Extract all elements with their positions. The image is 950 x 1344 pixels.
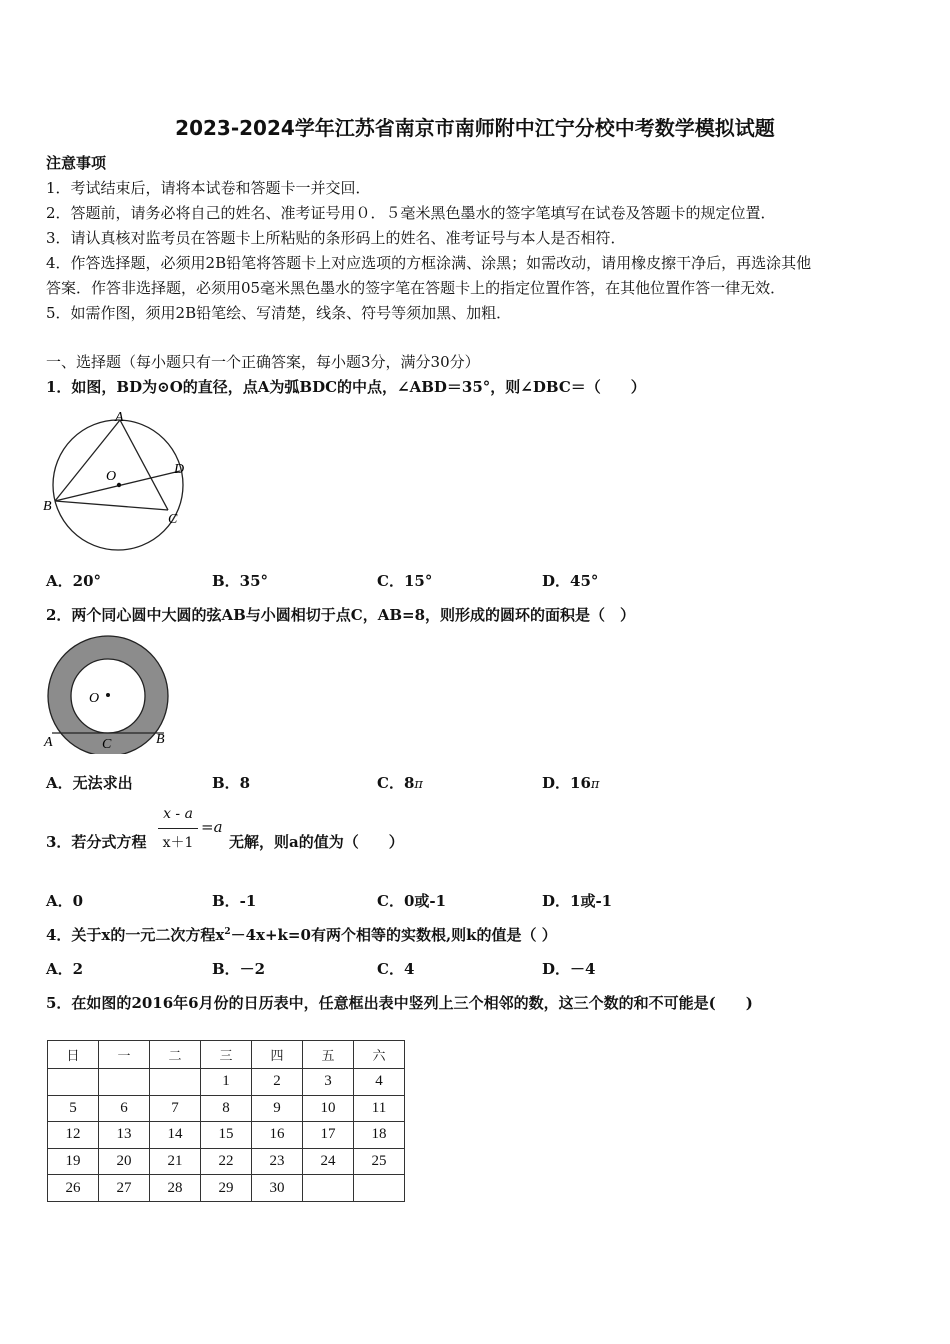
label-c: C: [168, 512, 178, 527]
calendar-cell: 12: [48, 1122, 99, 1149]
calendar-cell: 14: [150, 1122, 201, 1149]
question-1-text: 1．如图，BD为⊙O的直径，点A为弧BDC的中点，∠ABD＝35°，则∠DBC＝（ ）: [46, 378, 646, 396]
calendar-cell: 17: [303, 1122, 354, 1149]
notice-item: 5．如需作图，须用2B铅笔绘、写清楚，线条、符号等须加黑、加粗．: [46, 304, 512, 322]
calendar-header-cell: 五: [303, 1041, 354, 1069]
q3-option-d: D．1或-1: [542, 892, 613, 910]
calendar-header-cell: 一: [99, 1041, 150, 1069]
q3-option-b: B．-1: [212, 892, 257, 910]
calendar-cell: [99, 1069, 150, 1096]
q4-superscript: 2: [224, 927, 231, 937]
notice-item: 1．考试结束后，请将本试卷和答题卡一并交回．: [46, 179, 371, 197]
calendar-cell: 23: [252, 1148, 303, 1175]
calendar-cell: 10: [303, 1095, 354, 1122]
calendar-cell: 4: [354, 1069, 405, 1096]
q2-option-c-text: C．8: [377, 774, 415, 792]
calendar-cell: 15: [201, 1122, 252, 1149]
calendar-row: [48, 1069, 405, 1096]
question-2-text: 2．两个同心圆中大圆的弦AB与小圆相切于点C，AB=8，则形成的圆环的面积是（ ）: [46, 606, 636, 624]
notice-item: 答案．作答非选择题，必须用05毫米黑色墨水的签字笔在答题卡上的指定位置作答，在其他位置作答一律无效．: [46, 279, 786, 297]
equation-rhs: =a: [201, 818, 223, 836]
calendar-cell: 1: [201, 1069, 252, 1096]
q4-text-before: 4．关于x的一元二次方程x: [46, 926, 225, 944]
calendar-cell: 9: [252, 1095, 303, 1122]
calendar-cell: 11: [354, 1095, 405, 1122]
calendar-row: [48, 1148, 405, 1175]
label-o: O: [89, 691, 100, 706]
fraction-numerator: x - a: [163, 806, 193, 822]
calendar-cell: 26: [48, 1175, 99, 1202]
calendar-cell: [303, 1175, 354, 1202]
calendar-header-cell: 四: [252, 1041, 303, 1069]
question-3-prefix: 3．若分式方程: [46, 833, 147, 851]
calendar-cell: 22: [201, 1148, 252, 1175]
fraction-bar: [158, 828, 198, 829]
calendar-header-cell: 六: [354, 1041, 405, 1069]
calendar-cell: 21: [150, 1148, 201, 1175]
calendar-cell: 7: [150, 1095, 201, 1122]
q4-option-b: B．－2: [212, 960, 266, 978]
calendar-header-cell: 三: [201, 1041, 252, 1069]
q2-option-d-text: D．16: [542, 774, 591, 792]
q1-option-d: D．45°: [542, 572, 599, 590]
notice-item: 4．作答选择题，必须用2B铅笔将答题卡上对应选项的方框涂满、涂黑；如需改动，请用橡皮擦干净后，再选涂其他: [46, 254, 812, 272]
pi-symbol: π: [590, 777, 600, 792]
question-3-suffix: 无解，则a的值为（ ）: [229, 833, 404, 851]
q4-option-d: D．－4: [542, 960, 596, 978]
label-b: B: [156, 732, 165, 747]
calendar-cell: 28: [150, 1175, 201, 1202]
calendar-cell: 3: [303, 1069, 354, 1096]
calendar-cell: [150, 1069, 201, 1096]
page-title: 2023-2024学年江苏省南京市南师附中江宁分校中考数学模拟试题: [175, 116, 775, 140]
q1-option-b: B．35°: [212, 572, 269, 590]
label-a: A: [115, 410, 124, 425]
pi-symbol: π: [414, 777, 423, 792]
calendar-cell: 5: [48, 1095, 99, 1122]
q1-option-a: A．20°: [46, 572, 102, 590]
q2-annulus-figure: [40, 632, 175, 754]
q2-option-c: [377, 772, 423, 793]
calendar-cell: 29: [201, 1175, 252, 1202]
notice-item: 3．请认真核对监考员在答题卡上所粘贴的条形码上的姓名、准考证号与本人是否相符．: [46, 229, 626, 247]
notice-item: 2．答题前，请务必将自己的姓名、准考证号用０．５毫米黑色墨水的签字笔填写在试卷及答题卡的规定位置．: [46, 204, 776, 222]
label-a: A: [44, 735, 53, 750]
calendar-cell: 24: [303, 1148, 354, 1175]
calendar-cell: 2: [252, 1069, 303, 1096]
calendar-cell: 8: [201, 1095, 252, 1122]
calendar-header-row: [48, 1041, 405, 1069]
calendar-cell: 19: [48, 1148, 99, 1175]
calendar-cell: 6: [99, 1095, 150, 1122]
calendar-cell: 25: [354, 1148, 405, 1175]
calendar-cell: 30: [252, 1175, 303, 1202]
q4-text-after: －4x+k=0有两个相等的实数根,则k的值是（ ）: [230, 926, 557, 944]
label-o: O: [106, 469, 117, 484]
calendar-row: [48, 1175, 405, 1202]
q2-option-a: A．无法求出: [46, 774, 133, 792]
q3-option-a: A．0: [46, 892, 84, 910]
q1-option-c: C．15°: [377, 572, 433, 590]
question-5-text: 5．在如图的2016年6月份的日历表中，任意框出表中竖列上三个相邻的数，这三个数的和不可能是( ): [46, 994, 753, 1012]
q3-option-c: C．0或-1: [377, 892, 447, 910]
calendar-header-cell: 二: [150, 1041, 201, 1069]
q2-option-d: [542, 772, 599, 793]
notice-heading: 注意事项: [46, 154, 107, 172]
q4-option-a: A．2: [46, 960, 84, 978]
question-4-text: [46, 924, 557, 945]
label-b: B: [43, 499, 52, 514]
calendar-cell: 13: [99, 1122, 150, 1149]
calendar-cell: 16: [252, 1122, 303, 1149]
fraction-denominator: x＋1: [162, 835, 194, 851]
q2-option-b: B．8: [212, 774, 251, 792]
section-heading: 一、选择题（每小题只有一个正确答案，每小题3分，满分30分）: [46, 353, 480, 371]
calendar-cell: [48, 1069, 99, 1096]
calendar-cell: 20: [99, 1148, 150, 1175]
label-c: C: [102, 737, 112, 752]
label-d: D: [174, 462, 185, 477]
calendar-cell: 18: [354, 1122, 405, 1149]
calendar-row: [48, 1095, 405, 1122]
calendar-header-cell: 日: [48, 1041, 99, 1069]
calendar-table: [47, 1040, 405, 1202]
q1-circle-figure: [40, 408, 200, 558]
q4-option-c: C．4: [377, 960, 415, 978]
calendar-cell: [354, 1175, 405, 1202]
calendar-row: [48, 1122, 405, 1149]
calendar-cell: 27: [99, 1175, 150, 1202]
